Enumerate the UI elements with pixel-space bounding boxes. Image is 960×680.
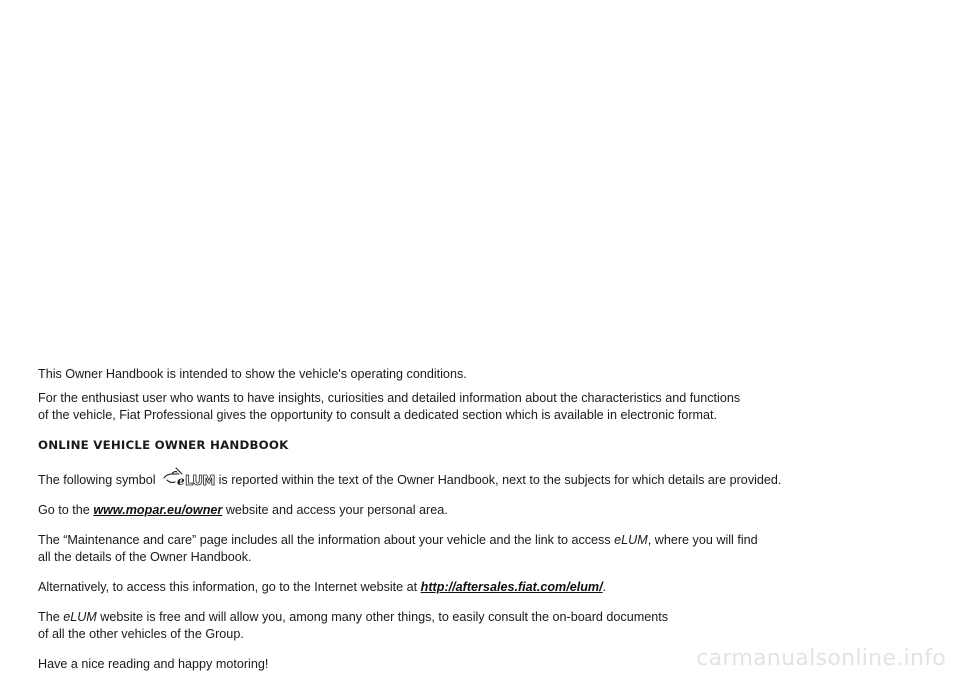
goto-paragraph [38,502,918,519]
intro-paragraph-2-line-1: For the enthusiast user who wants to have insights, curiosities and detailed information about the characteristics and functions [38,391,741,405]
maintenance-line-2: all the details of the Owner Handbook. [38,550,252,564]
aftersales-elum-link[interactable]: http://aftersales.fiat.com/elum/ [420,580,603,594]
elum-word: eLUM [63,610,97,624]
symbol-text-after: is reported within the text of the Owner Handbook, next to the subjects for which details are provided. [218,473,782,487]
mopar-owner-link[interactable]: www.mopar.eu/owner [93,503,223,517]
alternative-paragraph [38,579,918,596]
svg-text:LUM: LUM [185,474,215,489]
closing-paragraph: Have a nice reading and happy motoring! [38,657,269,671]
alternative-text-before: Alternatively, to access this information, go to the Internet website at [38,580,418,594]
elum-line-2: of all the other vehicles of the Group. [38,627,244,641]
symbol-text-before: The following symbol [38,473,156,487]
section-heading: ONLINE VEHICLE OWNER HANDBOOK [38,438,289,452]
maintenance-paragraph [38,532,918,566]
site-watermark: carmanualsonline.info [696,646,946,671]
symbol-paragraph [38,466,918,489]
elum-text-before: The [38,610,60,624]
maintenance-elum-word: eLUM [614,533,648,547]
intro-paragraph-2-line-2: of the vehicle, Fiat Professional gives the opportunity to consult a dedicated section which is available in electronic format. [38,408,718,422]
elum-text-after: website is free and will allow you, among many other things, to easily consult the on-board documents [100,610,669,624]
maintenance-text-before: The “Maintenance and care” page includes all the information about your vehicle and the link to access [38,533,611,547]
handbook-intro-text [38,366,918,680]
goto-text-before: Go to the [38,503,90,517]
goto-text-after: website and access your personal area. [225,503,448,517]
intro-paragraph-1: This Owner Handbook is intended to show the vehicle's operating conditions. [38,367,467,381]
svg-text:e: e [177,474,185,488]
elum-paragraph [38,609,918,643]
elum-symbol-icon [163,466,215,489]
alternative-text-after: . [602,580,607,594]
maintenance-text-after: , where you will find [647,533,758,547]
intro-paragraph-2 [38,390,918,424]
